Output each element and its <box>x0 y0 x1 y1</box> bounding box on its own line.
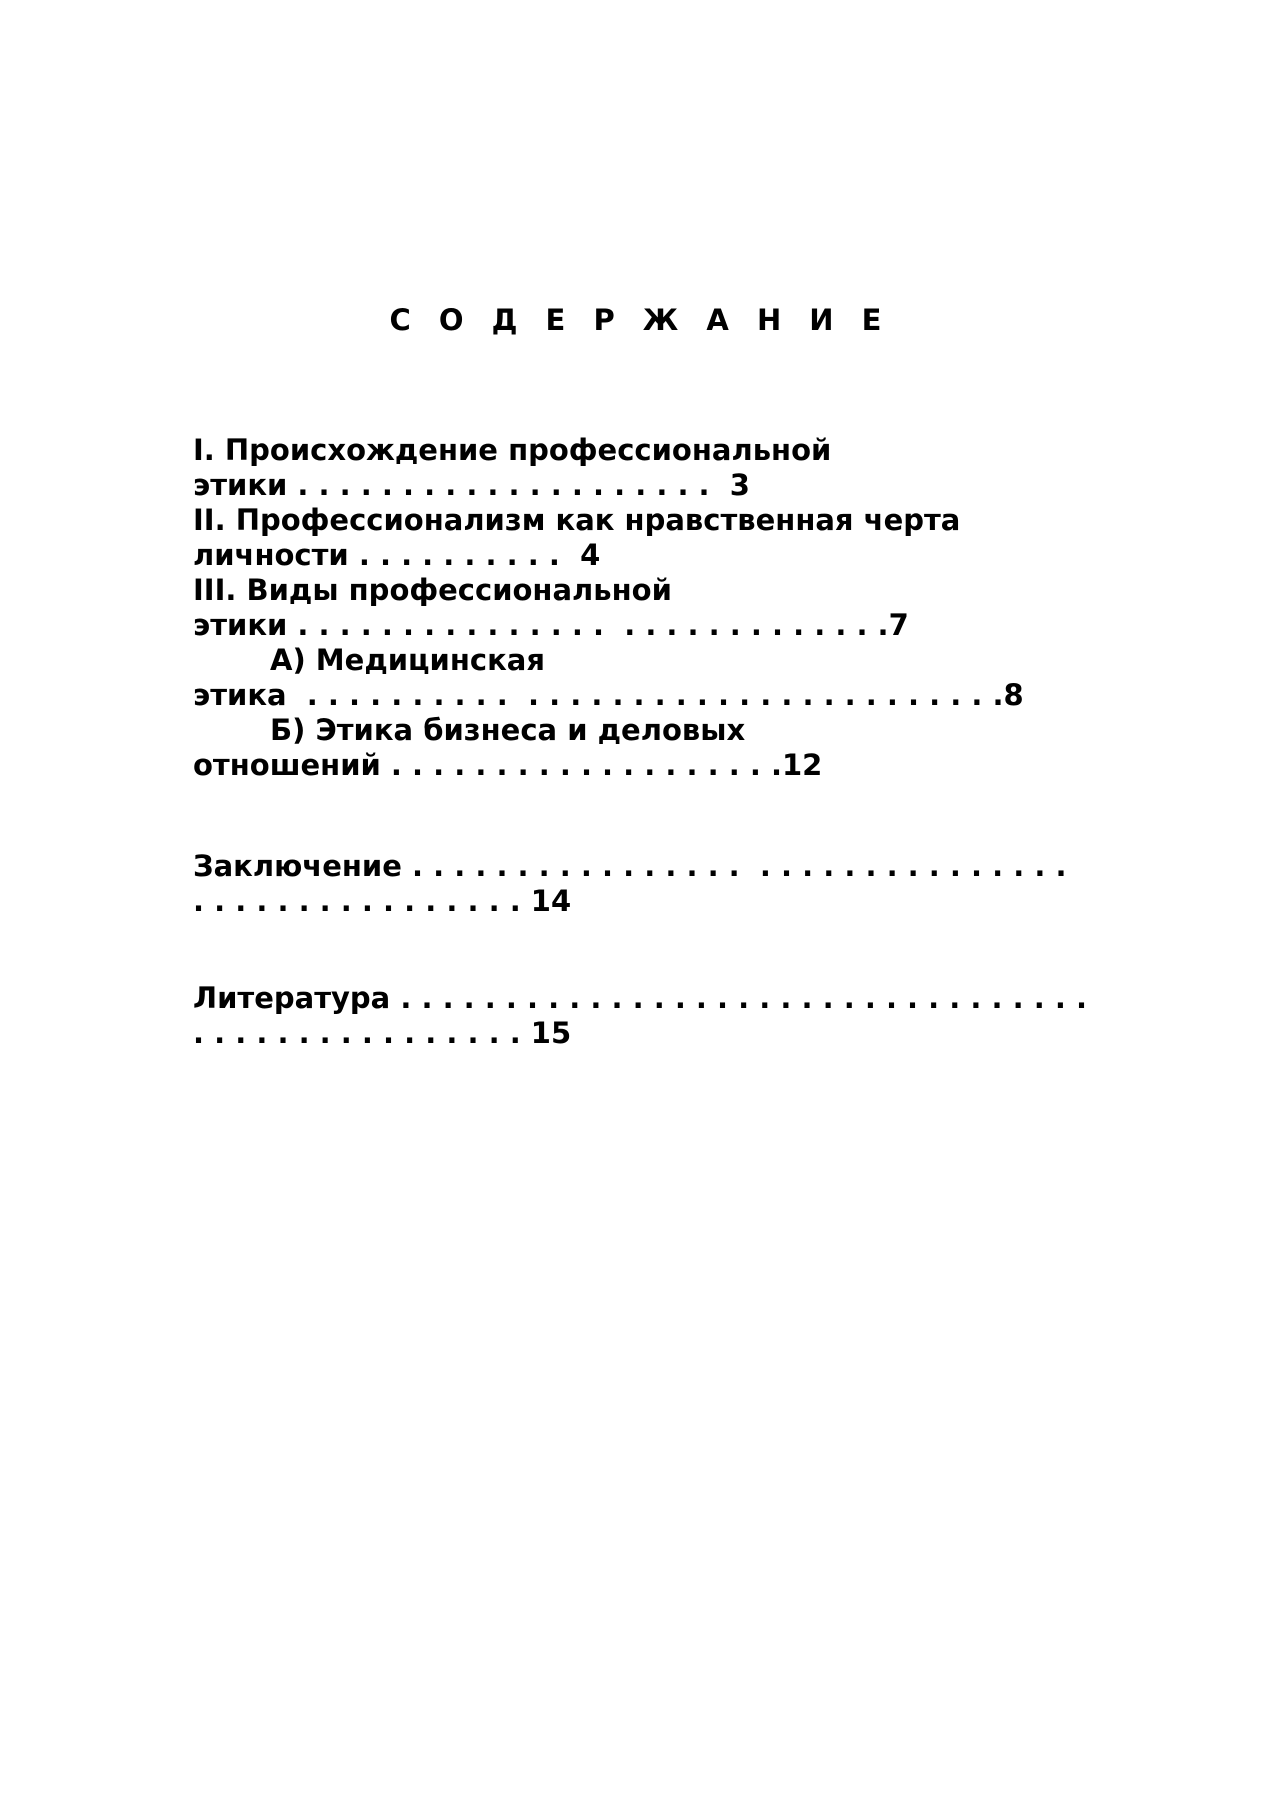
toc-entry-business-title: Б) Этика бизнеса и деловых <box>270 713 746 747</box>
toc-entry-conclusion <box>193 849 1093 919</box>
table-of-contents <box>193 433 1093 783</box>
toc-entry-professionalism-page: личности . . . . . . . . . . 4 <box>193 538 601 572</box>
toc-entry-professionalism <box>193 503 1093 573</box>
toc-entry-conclusion-page: . . . . . . . . . . . . . . . . 14 <box>193 884 572 918</box>
toc-entry-literature-page: . . . . . . . . . . . . . . . . 15 <box>193 1016 572 1050</box>
toc-entry-medical-title: А) Медицинская <box>270 643 545 677</box>
toc-entry-business <box>193 713 1093 783</box>
toc-entry-origin-page: этики . . . . . . . . . . . . . . . . . . . . 3 <box>193 468 750 502</box>
toc-entry-literature-title: Литература . . . . . . . . . . . . . . . . . . . . . . . . . . . . . . . . . <box>193 981 1087 1015</box>
toc-entry-types-title: III. Виды профессиональной <box>193 573 672 607</box>
toc-entry-medical-page: этика . . . . . . . . . . . . . . . . . . . . . . . . . . . . . . . . .8 <box>193 678 1024 712</box>
toc-entry-literature <box>193 981 1093 1051</box>
toc-entry-types-page: этики . . . . . . . . . . . . . . . . . . . . . . . . . . . .7 <box>193 608 909 642</box>
page-title: С О Д Е Р Ж А Н И Е <box>389 303 891 337</box>
toc-entry-conclusion-title: Заключение . . . . . . . . . . . . . . . . . . . . . . . . . . . . . . . <box>193 849 1067 883</box>
toc-entry-professionalism-title: II. Профессионализм как нравственная черта <box>193 503 961 537</box>
toc-entry-origin <box>193 433 1093 503</box>
toc-entry-types <box>193 573 1093 643</box>
toc-entry-medical <box>193 643 1093 713</box>
toc-entry-origin-title: I. Происхождение профессиональной <box>193 433 832 467</box>
toc-entry-business-page: отношений . . . . . . . . . . . . . . . . . . .12 <box>193 748 823 782</box>
